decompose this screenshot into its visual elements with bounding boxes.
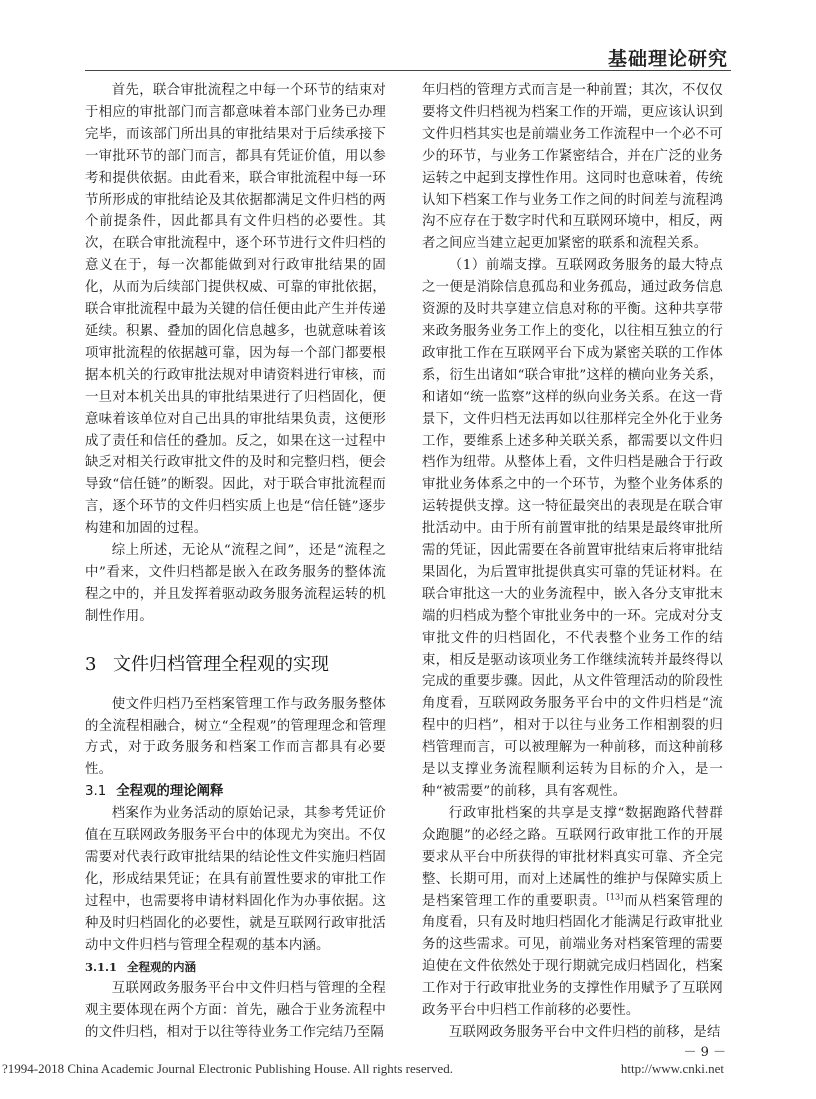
subsubsection-number: 3.1.1: [85, 959, 118, 974]
subsubsection-title: 全程观的内涵: [127, 959, 197, 974]
subsection-heading: [85, 781, 386, 803]
section-title: 文件归档管理全程观的实现: [113, 653, 329, 675]
paragraph: 档案作为业务活动的原始记录，其参考凭证价值在互联网政务服务平台中的体现尤为突出。不仅需要对代表行政审批结果的结论性文件实施归档固化，形成结果凭证；在具有前置性要求的审批工作过程中，也需要将申请材料固化作为办事依据。这种及时归档固化的必要性，就是互联网行政审批活动中文件归档与管理全程观的基本内涵。: [85, 806, 386, 953]
subsubsection-heading: [85, 957, 386, 979]
paragraph: 年归档的管理方式而言是一种前置；其次，不仅仅要将文件归档视为档案工作的开端，更应该认识到文件归档其实也是前端业务工作流程中一个必不可少的环节，与业务工作紧密结合，并在广泛的业务运转之中起到支撑性作用。这同时也意味着，传统认知下档案工作与业务工作之间的时间差与流程鸿沟不应存在于数字时代和互联网环境中，相反，两者之间应当建立起更加紧密的联系和流程关系。: [422, 83, 723, 252]
section-number: 3: [85, 653, 97, 675]
paragraph: 综上所述，无论从“流程之间”，还是“流程之中”看来，文件归档都是嵌入在政务服务的整体流程之中的，并且发挥着驱动政务服务流程运转的机制性作用。: [85, 543, 386, 624]
paragraph: 使文件归档乃至档案管理工作与政务服务整体的全流程相融合，树立“全程观”的管理理念和管理方式，对于政务服务和档案工作而言都具有必要性。: [85, 696, 386, 778]
subsection-number: 3.1: [85, 784, 107, 800]
paragraph-text: 而从档案管理的角度看，只有及时地归档固化才能满足行政审批业务的这些需求。可见，前端业务对档案管理的需要迫使在文件依然处于现行期就完成归档固化，档案工作对于行政审批业务的支撑性作用赋予了互联网政务平台中归档工作前移的必要性。: [422, 893, 723, 1019]
paragraph: 互联网政务服务平台中文件归档的前移，是结: [448, 1024, 721, 1040]
paragraph: （1）前端支撑。互联网政务服务的最大特点之一便是消除信息孤岛和业务孤岛，通过政务信息资源的及时共享建立信息对称的平衡。这种共享带来政务服务业务工作上的变化，以往相互独立的行政审批工作在互联网平台下成为紧密关联的工作体系，衍生出诸如“联合审批”这样的横向业务关系，和诸如“统一监察”这样的纵向业务关系。在这一背景下，文件归档无法再如以往那样完全外化于业务工作，要维系上述多种关联关系，都需要以文件归档作为纽带。从整体上看，文件归档是融合于行政审批业务体系之中的一个环节，为整个业务体系的运转提供支撑。这一特征最突出的表现是在联合审批活动中。由于所有前置审批的结果是最终审批所需的凭证，因此需要在各前置审批结束后将审批结果固化，为后置审批提供真实可靠的凭证材料。在联合审批这一大的业务流程中，嵌入各分支审批末端的归档成为整个审批业务中的一环。完成对分支审批文件的归档固化，不代表整个业务工作的结束，相反是驱动该项业务工作继续流转并最终得以完成的重要步骤。因此，从文件管理活动的阶段性角度看，互联网政务服务平台中的文件归档是“流程中的归档”，相对于以往与业务工作相割裂的归档管理而言，可以被理解为一种前移，而这种前移是以支撑业务流程顺利运转为目标的介入，是一种“被需要”的前移，具有客观性。: [422, 258, 723, 799]
footer-copyright: ?1994-2018 China Academic Journal Electronic Publishing House. All rights reserved.: [2, 1061, 453, 1076]
footer-url-link[interactable]: http://www.cnki.net: [620, 1061, 724, 1076]
section-heading: [85, 652, 386, 678]
paragraph: [422, 803, 723, 1022]
right-column: [422, 80, 723, 1044]
header-rule: [85, 70, 731, 71]
subsection-title: 全程观的理论阐释: [116, 784, 224, 800]
paragraph-text: 行政审批档案的共享是支撑“数据跑路代替群众跑腿”的必经之路。互联网行政审批工作的开展要求从平台中所获得的审批材料真实可靠、齐全完整、长期可用，而对上述属性的维护与保障实质上是档案管理工作的重要职责。: [422, 805, 723, 909]
left-column: [85, 80, 386, 1044]
running-head: 基础理论研究: [607, 48, 728, 70]
citation-ref[interactable]: [13]: [606, 892, 624, 902]
paragraph: 首先，联合审批流程之中每一个环节的结束对于相应的审批部门而言都意味着本部门业务已办理完毕，而该部门所出具的审批结果对于后续承接下一审批环节的部门而言，都具有凭证价值，用以参考和提供依据。由此看来，联合审批流程中每一环节所形成的审批结论及其依据都满足文件归档的两个前提条件，因此都具有文件归档的必要性。其次，在联合审批流程中，逐个环节进行文件归档的意义在于，每一次都能做到对行政审批结果的固化，从而为后续部门提供权威、可靠的审批依据，联合审批流程中最为关键的信任便由此产生并传递延续。积累、叠加的固化信息越多，也就意味着该项审批流程的依据越可靠，因为每一个部门都要根据本机关的行政审批法规对申请资料进行审核，而一旦对本机关出具的审批结果进行了归档固化，便意味着该单位对自己出具的审批结果负责，这便形成了责任和信任的叠加。反之，如果在这一过程中缺乏对相关行政审批文件的及时和完整归档，便会导致“信任链”的断裂。因此，对于联合审批流程而言，逐个环节的文件归档实质上也是“信任链”逐步构建和加固的过程。: [85, 83, 386, 537]
paragraph: 互联网政务服务平台中文件归档与管理的全程观主要体现在两个方面：首先，融合于业务流程中的文件归档，相对于以往等待业务工作完结乃至隔: [85, 981, 386, 1041]
page-number: － 9 －: [683, 1045, 726, 1060]
